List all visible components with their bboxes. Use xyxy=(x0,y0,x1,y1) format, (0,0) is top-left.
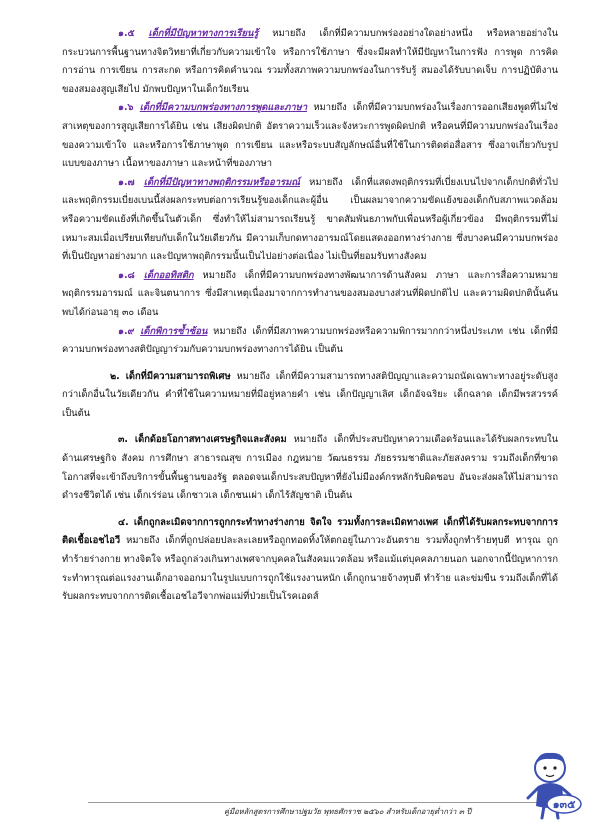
section-number: ๒. xyxy=(110,370,120,382)
item-heading: เด็กที่มีความบกพร่องทางการพูดและภาษา xyxy=(139,102,308,114)
footer xyxy=(224,806,554,818)
section-3 xyxy=(62,431,558,505)
item-number: ๑.๙ xyxy=(118,325,135,337)
section-heading: เด็กที่มีความสามารถพิเศษ xyxy=(125,370,231,382)
section-text: หมายถึง เด็กที่มีความสามารถทางสติปัญญาและความถนัดเฉพาะทางอยู่ระดับสูงกว่าเด็กอื่นในวัยเดียวกัน คำที่ใช้ในความหมายที่มีอยู่หลายคำ เช่น เด็กปัญญาเลิศ เด็กอัจฉริยะ เด็กฉลาด เด็กมีพรสวรรค์ เป็นต้น xyxy=(62,370,559,419)
spacer xyxy=(62,506,558,514)
paragraph-1-8 xyxy=(62,267,558,323)
item-number: ๑.๕ xyxy=(118,28,135,39)
item-number: ๑.๖ xyxy=(118,102,134,114)
item-text: หมายถึง เด็กที่มีสภาพความบกพร่องหรือความพิการมากกว่าหนึ่งประเภท เช่น เด็กที่มีความบกพร่องทางสติปัญญาร่วมกับความบกพร่องทางการได้ยิน เป็นต้น xyxy=(62,325,559,356)
section-text: หมายถึง เด็กที่ประสบปัญหาความเดือดร้อนและได้รับผลกระทบในด้านเศรษฐกิจ สังคม การศึกษา สาธารณสุข การเมือง กฎหมาย วัฒนธรรม ภัยธรรมชาติและภัยสงคราม รวมถึงเด็กที่ขาดโอกาสที่จะเข้าถึงบริการขั้นพื้นฐานของรัฐ ตลอดจนเด็กประสบปัญหาที่ยังไม่มีองค์กรหลักรับผิดชอบ อันจะส่งผลให้ไม่สามารถดำรงชีวิตได้ เช่น เด็กเร่ร่อน เด็กชาวเล เด็กชนเผ่า เด็กไร้สัญชาติ เป็นต้น xyxy=(62,434,558,502)
item-text: หมายถึง เด็กที่มีความบกพร่องอย่างใดอย่างหนึ่ง หรือหลายอย่างในกระบวนการพื้นฐานทางจิตวิทยาที่เกี่ยวกับความเข้าใจ หรือการใช้ภาษา ซึ่งจะมีผลทำให้มีปัญหาในการฟัง การพูด การคิด การอ่าน การเขียน การสะกด หรือการคิดคำนวณ รวมทั้งสภาพความบกพร่องในการรับรู้ สมองได้รับบาดเจ็บ การปฏิบัติงานของสมองสูญเสียไป มักพบปัญหาในเด็กวัยเรียน xyxy=(62,28,558,95)
paragraph-1-5 xyxy=(62,25,558,99)
body-text xyxy=(62,25,558,607)
section-2 xyxy=(62,368,558,424)
item-heading: เด็กที่มีปัญหาทางการเรียนรู้ xyxy=(148,28,259,39)
paragraph-1-9 xyxy=(62,323,558,360)
section-number: ๔. xyxy=(118,516,129,528)
item-heading: เด็กพิการซ้ำซ้อน xyxy=(140,325,208,337)
item-text: หมายถึง เด็กที่มีความบกพร่องทางพัฒนาการด้านสังคม ภาษา และการสื่อความหมาย พฤติกรรมอารมณ์ และจินตนาการ ซึ่งมีสาเหตุเนื่องมาจากการทำงานของสมองบางส่วนที่ผิดปกติไป และความผิดปกตินั้นค้นพบได้ก่อนอายุ ๓๐ เดือน xyxy=(62,269,558,318)
item-text: หมายถึง เด็กที่มีความบกพร่องในเรื่องการออกเสียงพูดที่ไม่ใช่สาเหตุของการสูญเสียการได้ยิน เช่น เสียงผิดปกติ อัตราความเร็วและจังหวะการพูดผิดปกติ หรือคนที่มีความบกพร่องในเรื่องของความเข้าใจ และหรือการใช้ภาษาพูด การเขียน และหรือระบบสัญลักษณ์อื่นที่ใช้ในการติดต่อสื่อสาร ซึ่งอาจเกี่ยวกับรูปแบบของภาษา เนื้อหาของภาษา และหน้าที่ของภาษา xyxy=(62,102,558,170)
item-text: หมายถึง เด็กที่แสดงพฤติกรรมที่เบี่ยงเบนไปจากเด็กปกติทั่วไป และพฤติกรรมเบี่ยงเบนนี้ส่งผลกระทบต่อการเรียนรู้ของเด็กและผู้อื่น เป็นผลมาจากความขัดแย้งของเด็กกับสภาพแวดล้อม หรือความขัดแย้งที่เกิดขึ้นในตัวเด็ก ซึ่งทำให้ไม่สามารถเรียนรู้ ขาดสัมพันธภาพกับเพื่อนหรือผู้เกี่ยวข้อง มีพฤติกรรมที่ไม่เหมาะสมเมื่อเปรียบเทียบกับเด็กในวัยเดียวกัน มีความเก็บกดทางอารมณ์โดยแสดงออกทางร่างกาย ซึ่งบางคนมีความบกพร่องที่เป็นปัญหาอย่างมาก และปัญหาพฤติกรรมนั้นเป็นไปอย่างต่อเนื่อง ไม่เป็นที่ยอมรับทางสังคม xyxy=(62,176,558,263)
spacer xyxy=(62,360,558,368)
section-heading: เด็กด้อยโอกาสทางเศรษฐกิจและสังคม xyxy=(134,434,287,446)
section-heading: เด็กถูกละเมิดจากการถูกกระทำทางร่างกาย จิตใจ รวมทั้งการละเมิดทางเพศ เด็กที่ได้รับผลกระทบจากการติดเชื้อเอชไอวี xyxy=(62,516,558,547)
page-number: ๑๓๕ xyxy=(552,798,576,811)
paragraph-1-7 xyxy=(62,174,558,267)
item-heading: เด็กออทิสติก xyxy=(143,269,194,281)
item-heading: เด็กที่มีปัญหาทางพฤติกรรมหรืออารมณ์ xyxy=(143,176,300,188)
section-4 xyxy=(62,514,558,607)
section-text: หมายถึง เด็กที่ถูกปล่อยปละละเลยหรือถูกทอดทิ้งให้ตกอยู่ในภาวะอันตราย รวมทั้งถูกทำร้ายทุบตี ทารุณ ถูกทำร้ายร่างกาย ทางจิตใจ หรือถูกล่วงเกินทางเพศจากบุคคลในสังคมแวดล้อม หรือแม้แต่บุคคลภายนอก นอกจากนี้ปัญหาการกระทำทารุณต่อแรงงานเด็กอาจออกมาในรูปแบบการถูกใช้แรงงานหนัก เด็กถูกนายจ้างทุบตี ทำร้าย และข่มขืน รวมถึงเด็กที่ได้รับผลกระทบจากการติดเชื้อเอชไอวีจากพ่อแม่ที่ป่วยเป็นโรคเอดส์ xyxy=(62,535,558,603)
item-number: ๑.๘ xyxy=(118,269,135,281)
paragraph-1-6 xyxy=(62,99,558,173)
child-mascot-icon xyxy=(520,748,584,826)
spacer xyxy=(62,423,558,431)
footer-rule xyxy=(88,802,538,803)
item-number: ๑.๗ xyxy=(118,176,135,188)
section-number: ๓. xyxy=(118,434,128,446)
footer-title: คู่มือหลักสูตรการศึกษาปฐมวัย พุทธศักราช ๒๕๖๐ สำหรับเด็กอายุต่ำกว่า ๓ ปี xyxy=(224,807,472,816)
